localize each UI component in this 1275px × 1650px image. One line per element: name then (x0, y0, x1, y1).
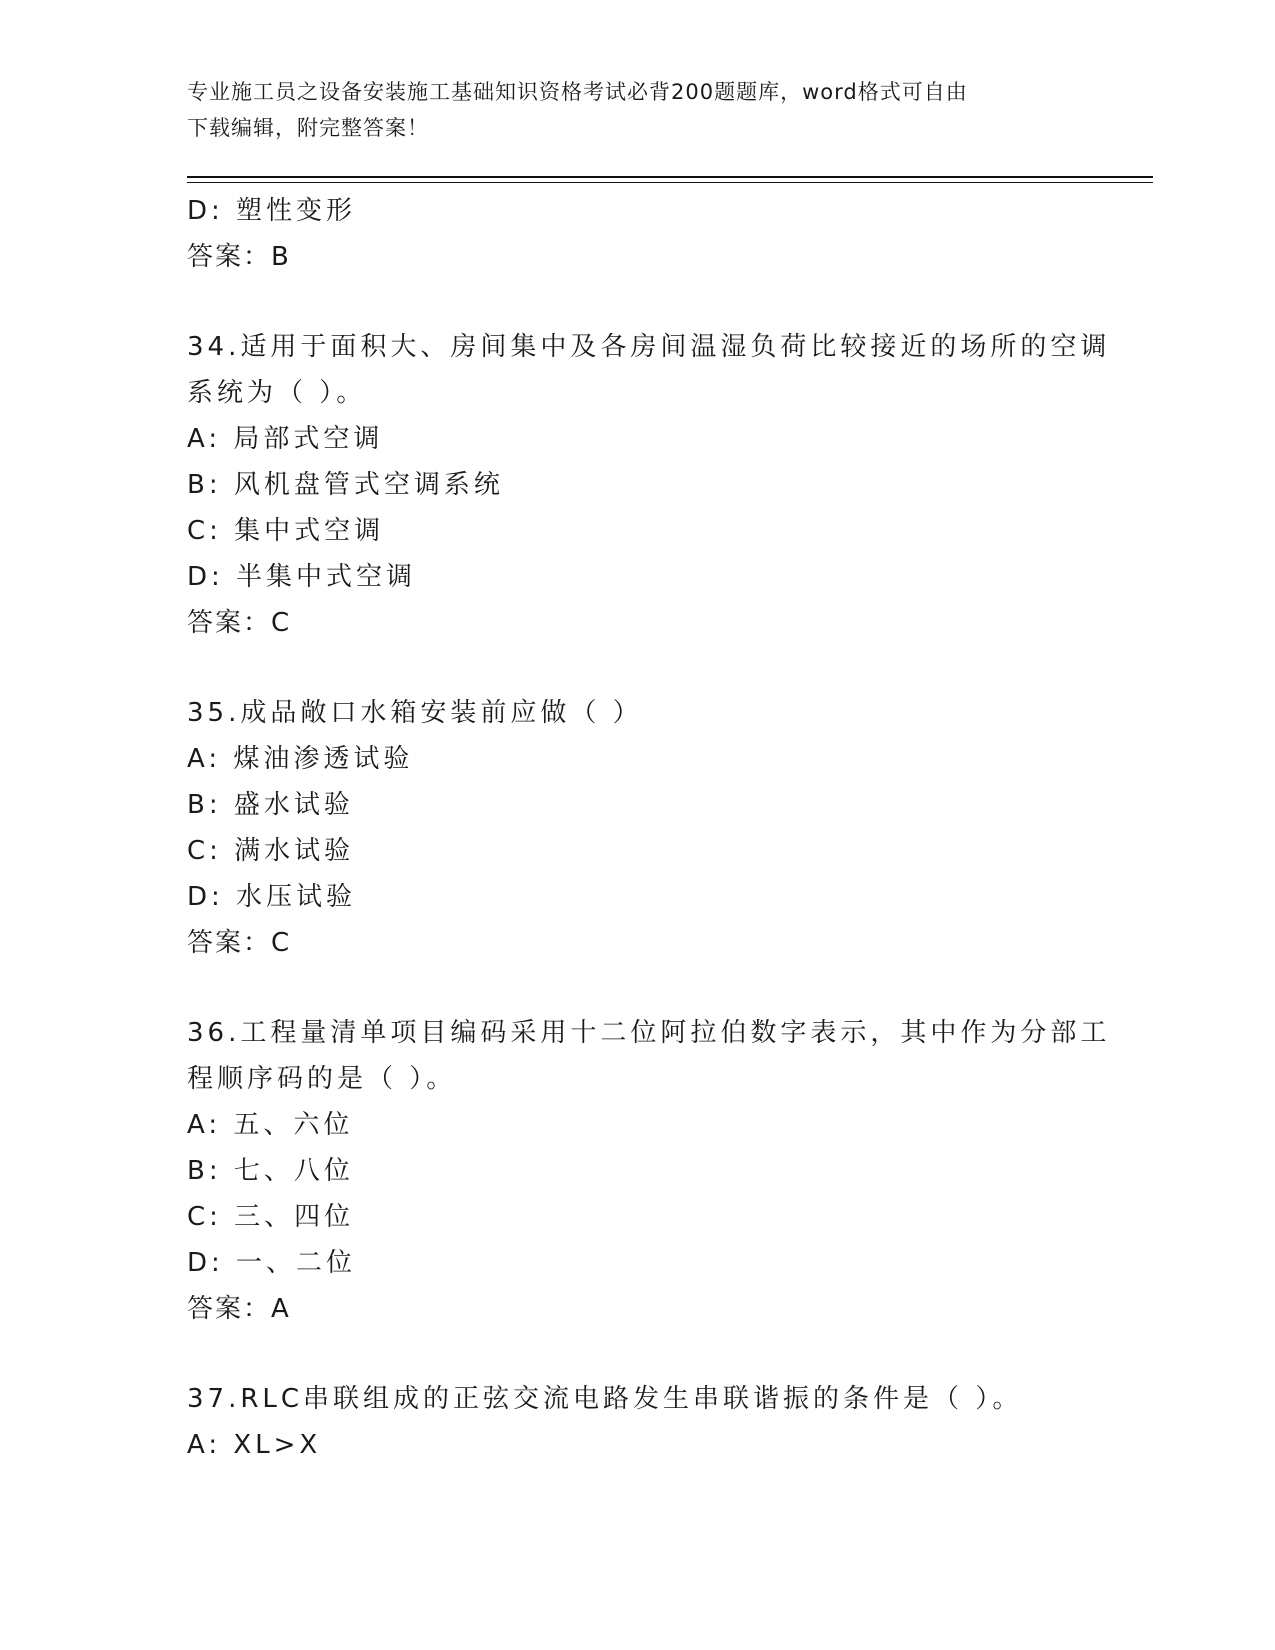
spacer (187, 1332, 1087, 1376)
option-b: B: 七、八位 (187, 1156, 354, 1186)
question-stem: 35.成品敞口水箱安装前应做（ ） (187, 698, 643, 728)
spacer (187, 280, 1087, 324)
option-d: D: 一、二位 (187, 1248, 357, 1278)
question-stem: 34.适用于面积大、房间集中及各房间温湿负荷比较接近的场所的空调 (187, 332, 1111, 362)
question-35 (187, 690, 1087, 966)
question-33-tail (187, 188, 1087, 280)
option-c: C: 满水试验 (187, 836, 355, 866)
option-c: C: 集中式空调 (187, 516, 385, 546)
spacer (187, 646, 1087, 690)
header-line-1: 专业施工员之设备安装施工基础知识资格考试必背200题题库，word格式可自由 (187, 80, 968, 104)
option-b: B: 风机盘管式空调系统 (187, 470, 504, 500)
option-d: D: 半集中式空调 (187, 562, 417, 592)
question-stem: 37.RLC串联组成的正弦交流电路发生串联谐振的条件是（ ）。 (187, 1384, 1023, 1414)
header-rule-thin (187, 182, 1153, 183)
header-rule-thick (187, 176, 1153, 178)
option-c: C: 三、四位 (187, 1202, 355, 1232)
option-a: A: 局部式空调 (187, 424, 384, 454)
question-36 (187, 1010, 1111, 1332)
question-stem-continued: 程顺序码的是（ ）。 (187, 1064, 457, 1094)
answer-label: 答案：A (187, 1294, 291, 1324)
answer-label: 答案：C (187, 928, 292, 958)
question-stem: 36.工程量清单项目编码采用十二位阿拉伯数字表示，其中作为分部工 (187, 1018, 1111, 1048)
option-a: A: 五、六位 (187, 1110, 354, 1140)
option-a: A: 煤油渗透试验 (187, 744, 414, 774)
answer-label: 答案：B (187, 242, 291, 272)
option-d: D: 塑性变形 (187, 196, 357, 226)
option-b: B: 盛水试验 (187, 790, 354, 820)
answer-label: 答案：C (187, 608, 292, 638)
question-34 (187, 324, 1111, 646)
spacer (187, 966, 1087, 1010)
question-stem-continued: 系统为（ ）。 (187, 378, 367, 408)
question-37 (187, 1376, 1087, 1468)
option-a: A: XL>X (187, 1430, 322, 1460)
option-d: D: 水压试验 (187, 882, 357, 912)
question-list (187, 188, 1111, 1468)
document-header (187, 74, 1087, 146)
header-line-2: 下载编辑，附完整答案！ (187, 116, 429, 140)
